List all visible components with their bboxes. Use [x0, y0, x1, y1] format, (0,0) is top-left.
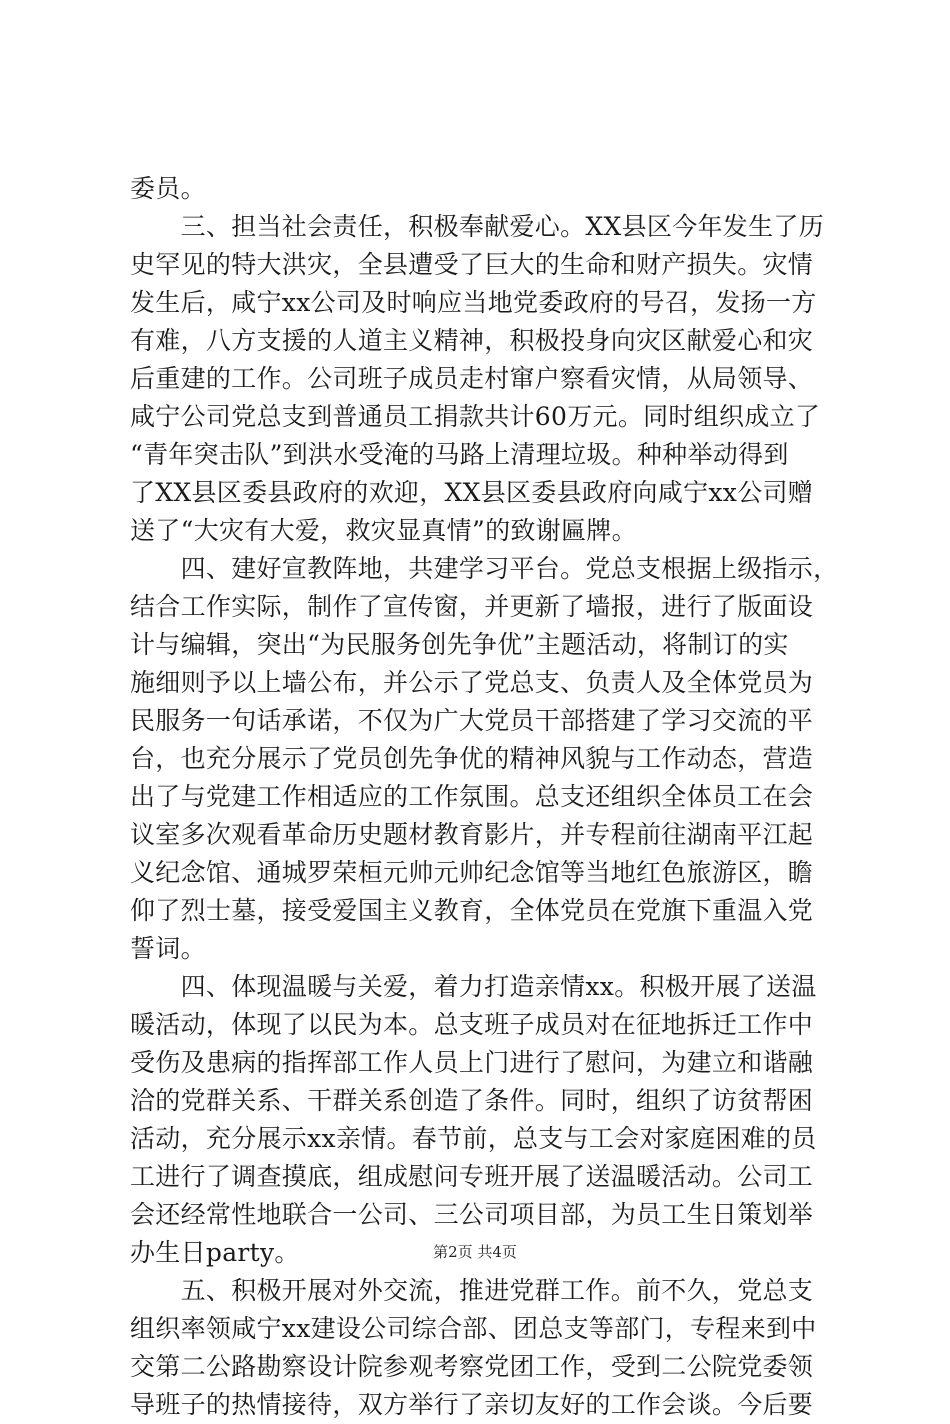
text-line: 三、担当社会责任，积极奉献爱心。XX县区今年发生了历 — [130, 212, 824, 241]
text-line: 工进行了调查摸底，组成慰问专班开展了送温暖活动。公司工 — [130, 1162, 814, 1191]
text-line: 五、积极开展对外交流，推进党群工作。前不久，党总支 — [130, 1276, 814, 1305]
text-line: 咸宁公司党总支到普通员工捐款共计60万元。同时组织成立了 — [130, 402, 821, 431]
text-line: 有难，八方支援的人道主义精神，积极投身向灾区献爱心和灾 — [130, 326, 814, 355]
text-line: 组织率领咸宁xx建设公司综合部、团总支等部门，专程来到中 — [130, 1314, 817, 1343]
text-line: 洽的党群关系、干群关系创造了条件。同时，组织了访贫帮困 — [130, 1086, 814, 1115]
text-line: 后重建的工作。公司班子成员走村窜户察看灾情，从局领导、 — [130, 364, 814, 393]
text-line: 了XX县区委县政府的欢迎，XX县区委县政府向咸宁xx公司赠 — [130, 478, 814, 507]
text-line: 交第二公路勘察设计院参观考察党团工作，受到二公院党委领 — [130, 1352, 814, 1381]
text-line: 民服务一句话承诺，不仅为广大党员干部搭建了学习交流的平 — [130, 706, 814, 735]
text-line: 誓词。 — [130, 934, 206, 963]
text-line: 仰了烈士墓，接受爱国主义教育，全体党员在党旗下重温入党 — [130, 896, 814, 925]
text-line: 导班子的热情接待，双方举行了亲切友好的工作会谈。今后要 — [130, 1390, 814, 1419]
text-line: 计与编辑，突出“为民服务创先争优”主题活动，将制订的实 — [130, 630, 789, 659]
text-line: 送了“大灾有大爱，救灾显真情”的致谢匾牌。 — [130, 516, 637, 545]
document-body — [130, 170, 839, 1424]
text-line: 施细则予以上墙公布，并公示了党总支、负责人及全体党员为 — [130, 668, 814, 697]
text-line: 活动，充分展示xx亲情。春节前，总支与工会对家庭困难的员 — [130, 1124, 817, 1153]
text-line: 受伤及患病的指挥部工作人员上门进行了慰问，为建立和谐融 — [130, 1048, 814, 1077]
text-line: 出了与党建工作相适应的工作氛围。总支还组织全体员工在会 — [130, 782, 814, 811]
text-line: 史罕见的特大洪灾，全县遭受了巨大的生命和财产损失。灾情 — [130, 250, 814, 279]
text-line: 议室多次观看革命历史题材教育影片，并专程前往湖南平江起 — [130, 820, 814, 849]
text-line: 暖活动，体现了以民为本。总支班子成员对在征地拆迁工作中 — [130, 1010, 814, 1039]
page-footer — [0, 1242, 950, 1262]
text-line: 委员。 — [130, 174, 206, 203]
text-line: 发生后，咸宁xx公司及时响应当地党委政府的号召，发扬一方 — [130, 288, 817, 317]
page-number-label: 第2页 共4页 — [433, 1243, 517, 1261]
text-line: 会还经常性地联合一公司、三公司项目部，为员工生日策划举 — [130, 1200, 814, 1229]
text-line: 办生日party。 — [130, 1238, 300, 1267]
text-line: 义纪念馆、通城罗荣桓元帅元帅纪念馆等当地红色旅游区，瞻 — [130, 858, 814, 887]
text-line: 台，也充分展示了党员创先争优的精神风貌与工作动态，营造 — [130, 744, 814, 773]
text-line: 四、体现温暖与关爱，着力打造亲情xx。积极开展了送温 — [130, 972, 817, 1001]
text-line: 四、建好宣教阵地，共建学习平台。党总支根据上级指示， — [130, 554, 839, 583]
text-line: 结合工作实际，制作了宣传窗，并更新了墙报，进行了版面设 — [130, 592, 814, 621]
text-line: “青年突击队”到洪水受淹的马路上清理垃圾。种种举动得到 — [130, 440, 789, 469]
